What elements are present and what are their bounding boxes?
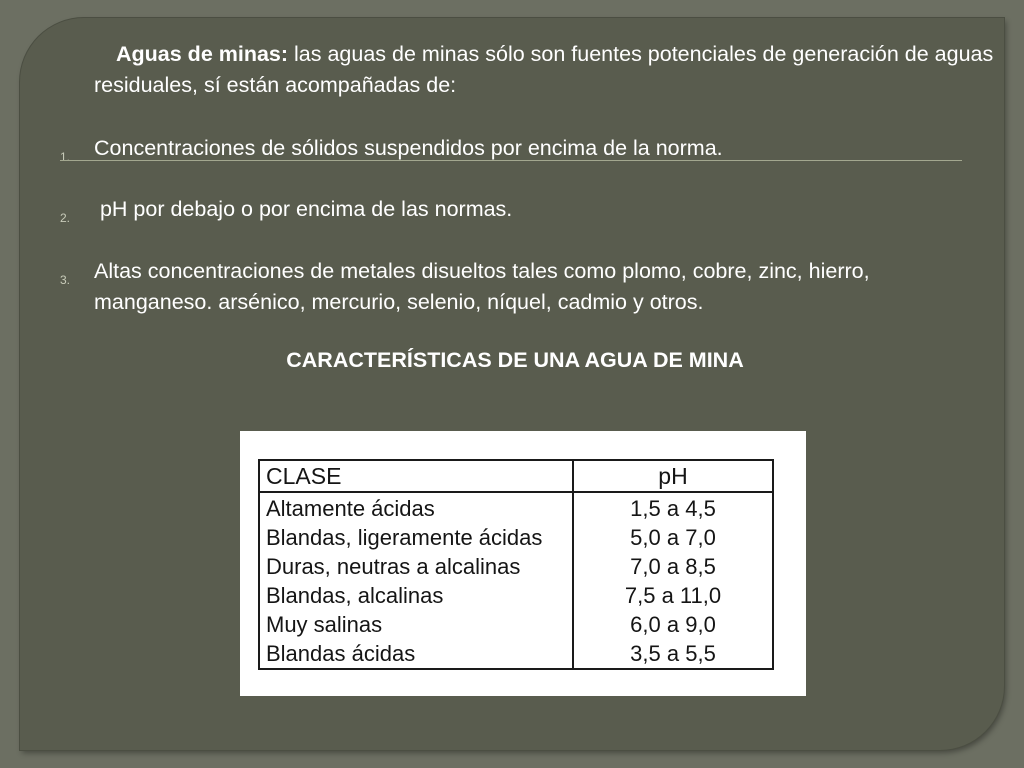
column-header-ph: pH <box>573 460 773 492</box>
cell-ph: 6,0 a 9,0 <box>573 610 773 639</box>
list-text: Altas concentraciones de metales disueltos tales como plomo, cobre, zinc, hierro, manganeso. arsénico, mercurio, selenio, níquel, cadmio y otros. <box>94 259 870 314</box>
table-row <box>259 639 773 669</box>
section-heading: CARACTERÍSTICAS DE UNA AGUA DE MINA <box>286 348 744 372</box>
list-number: 2. <box>60 211 71 225</box>
ph-table <box>258 459 774 670</box>
cell-ph: 3,5 a 5,5 <box>573 639 773 669</box>
cell-ph: 1,5 a 4,5 <box>573 492 773 523</box>
table-row <box>259 610 773 639</box>
table-row <box>259 492 773 523</box>
table-row <box>259 523 773 552</box>
cell-clase: Altamente ácidas <box>259 492 573 523</box>
cell-clase: Muy salinas <box>259 610 573 639</box>
cell-ph: 5,0 a 7,0 <box>573 523 773 552</box>
table-row <box>259 581 773 610</box>
intro-text: las aguas de minas sólo son fuentes potenciales de generación de aguas residuales, sí están acompañadas de: <box>94 42 994 97</box>
table-header-row <box>259 460 773 492</box>
cell-ph: 7,0 a 8,5 <box>573 552 773 581</box>
cell-ph: 7,5 a 11,0 <box>573 581 773 610</box>
cell-clase: Blandas, alcalinas <box>259 581 573 610</box>
table-row <box>259 552 773 581</box>
list-number: 3. <box>60 273 71 287</box>
column-header-clase: CLASE <box>259 460 573 492</box>
cell-clase: Blandas ácidas <box>259 639 573 669</box>
table-image <box>240 431 806 696</box>
intro-bold-lead: Aguas de minas: <box>116 42 289 66</box>
list-number: 1. <box>60 150 71 164</box>
intro-paragraph <box>94 39 994 101</box>
list-text: Concentraciones de sólidos suspendidos por encima de la norma. <box>94 136 723 160</box>
cell-clase: Blandas, ligeramente ácidas <box>259 523 573 552</box>
list-text: pH por debajo o por encima de las normas. <box>94 197 513 221</box>
cell-clase: Duras, neutras a alcalinas <box>259 552 573 581</box>
divider-line <box>60 160 962 161</box>
